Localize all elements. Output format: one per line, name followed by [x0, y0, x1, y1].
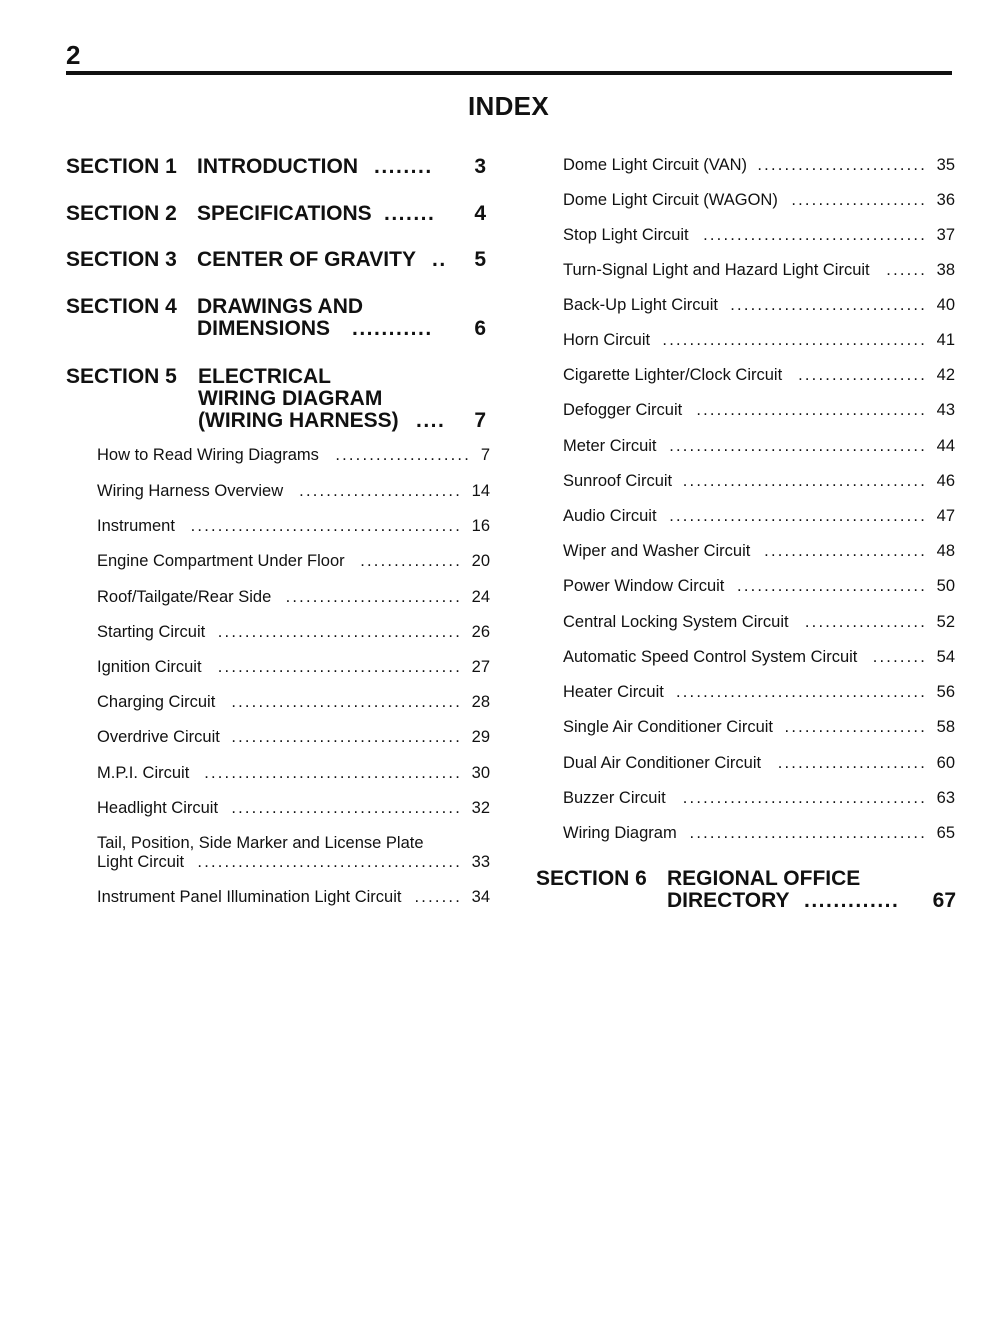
entry-label: Engine Compartment Under Floor	[97, 552, 345, 570]
dot-leader: .............	[804, 889, 900, 912]
section-page-number: 3	[474, 155, 486, 178]
entry-label: Wiper and Washer Circuit	[563, 542, 751, 560]
index-entry[interactable]	[97, 832, 490, 876]
entry-label: Central Locking System Circuit	[563, 613, 789, 631]
entry-label: M.P.I. Circuit	[97, 764, 190, 782]
index-entry[interactable]	[563, 435, 955, 457]
entry-page-number: 24	[471, 588, 490, 606]
section-label: SECTION 5	[66, 365, 177, 388]
index-entry[interactable]	[563, 540, 955, 562]
dot-leader: .................................	[703, 226, 927, 244]
index-entry[interactable]	[97, 444, 490, 466]
dot-leader: ......................................	[204, 764, 462, 782]
entry-page-number: 14	[471, 482, 490, 500]
section-entry[interactable]	[66, 249, 496, 271]
entry-page-number: 46	[936, 472, 955, 490]
entry-label: Tail, Position, Side Marker and License Plate	[97, 834, 424, 852]
dot-leader: ...................................	[689, 824, 927, 842]
dot-leader: ....................................	[682, 789, 927, 807]
dot-leader: ........................	[764, 542, 927, 560]
entry-page-number: 16	[471, 517, 490, 535]
dot-leader: .......................................	[662, 331, 927, 349]
entry-label: Ignition Circuit	[97, 658, 202, 676]
index-entry[interactable]	[97, 586, 490, 608]
entry-label: Back-Up Light Circuit	[563, 296, 718, 314]
dot-leader: .......................................	[197, 853, 462, 871]
entry-page-number: 33	[471, 853, 490, 871]
entry-label: Charging Circuit	[97, 693, 216, 711]
section-title: CENTER OF GRAVITY	[197, 248, 416, 271]
entry-label: Single Air Conditioner Circuit	[563, 718, 774, 736]
entry-page-number: 54	[936, 648, 955, 666]
dot-leader: ....................................	[217, 623, 462, 641]
entry-label: Buzzer Circuit	[563, 789, 666, 807]
index-entry[interactable]	[97, 515, 490, 537]
entry-label: Horn Circuit	[563, 331, 651, 349]
entry-label: Meter Circuit	[563, 437, 657, 455]
index-entry[interactable]	[97, 656, 490, 678]
entry-page-number: 7	[480, 446, 490, 464]
dot-leader: ......................	[777, 754, 927, 772]
entry-page-number: 41	[936, 331, 955, 349]
entry-label: Wiring Harness Overview	[97, 482, 284, 500]
entry-label: Defogger Circuit	[563, 401, 683, 419]
index-entry[interactable]	[563, 329, 955, 351]
entry-label: Heater Circuit	[563, 683, 664, 701]
dot-leader: .........................	[757, 156, 927, 174]
section-title: SPECIFICATIONS	[197, 202, 372, 225]
index-entry[interactable]	[97, 762, 490, 784]
dot-leader: ...............	[360, 552, 462, 570]
index-entry[interactable]	[97, 726, 490, 748]
entry-page-number: 28	[471, 693, 490, 711]
dot-leader: ....................................	[217, 658, 462, 676]
entry-label: Roof/Tailgate/Rear Side	[97, 588, 272, 606]
section-title: DRAWINGS AND	[197, 295, 364, 318]
index-entry[interactable]	[97, 480, 490, 502]
index-entry[interactable]	[97, 797, 490, 819]
index-entry[interactable]	[563, 575, 955, 597]
dot-leader: ............................	[737, 577, 927, 595]
dot-leader: ...........	[352, 317, 433, 340]
entry-page-number: 34	[471, 888, 490, 906]
index-entry[interactable]	[563, 505, 955, 527]
entry-page-number: 50	[936, 577, 955, 595]
section-page-number: 5	[474, 248, 486, 271]
index-entry[interactable]	[97, 550, 490, 572]
entry-page-number: 29	[471, 728, 490, 746]
section-entry[interactable]	[66, 366, 496, 432]
index-entry[interactable]	[563, 224, 955, 246]
entry-label: Dome Light Circuit (VAN)	[563, 156, 747, 174]
entry-label: Dome Light Circuit (WAGON)	[563, 191, 778, 209]
index-entry[interactable]	[563, 294, 955, 316]
section-title: DIRECTORY	[667, 889, 790, 912]
dot-leader: ....	[416, 409, 446, 432]
entry-page-number: 56	[936, 683, 955, 701]
entry-page-number: 27	[471, 658, 490, 676]
section-entry[interactable]	[66, 296, 496, 340]
header-rule	[66, 71, 952, 75]
entry-page-number: 52	[936, 613, 955, 631]
dot-leader: .....................................	[675, 683, 927, 701]
dot-leader: ..................................	[231, 799, 462, 817]
dot-leader: .............................	[730, 296, 927, 314]
entry-label: Power Window Circuit	[563, 577, 725, 595]
index-entry[interactable]	[563, 752, 955, 774]
entry-label: Automatic Speed Control System Circuit	[563, 648, 858, 666]
entry-page-number: 36	[936, 191, 955, 209]
section-page-number: 6	[474, 317, 486, 340]
index-entry[interactable]	[563, 822, 955, 844]
section-label: SECTION 3	[66, 248, 177, 271]
dot-leader: ......................................	[669, 507, 927, 525]
section-title: (WIRING HARNESS)	[198, 409, 399, 432]
dot-leader: ..................................	[231, 693, 462, 711]
index-entry[interactable]	[97, 691, 490, 713]
dot-leader: ..................................	[231, 728, 462, 746]
index-entry[interactable]	[563, 154, 955, 176]
index-entry[interactable]	[563, 364, 955, 386]
entry-label: Headlight Circuit	[97, 799, 219, 817]
entry-label: Stop Light Circuit	[563, 226, 689, 244]
index-title: INDEX	[468, 91, 549, 121]
dot-leader: .......	[384, 202, 436, 225]
section-label: SECTION 6	[536, 867, 647, 890]
entry-label: Starting Circuit	[97, 623, 206, 641]
index-entry[interactable]	[563, 681, 955, 703]
index-entry[interactable]	[563, 646, 955, 668]
section-entry[interactable]	[66, 203, 496, 225]
section-entry[interactable]	[536, 868, 966, 912]
index-entry[interactable]	[97, 886, 490, 908]
entry-page-number: 48	[936, 542, 955, 560]
entry-label: Cigarette Lighter/Clock Circuit	[563, 366, 783, 384]
index-entry[interactable]	[563, 716, 955, 738]
entry-page-number: 58	[936, 718, 955, 736]
section-title: DIMENSIONS	[197, 317, 331, 340]
entry-page-number: 44	[936, 437, 955, 455]
section-entry[interactable]	[66, 156, 496, 178]
dot-leader: ........	[374, 155, 433, 178]
section-label: SECTION 2	[66, 202, 177, 225]
entry-label: Turn-Signal Light and Hazard Light Circuit	[563, 261, 870, 279]
entry-label: Dual Air Conditioner Circuit	[563, 754, 762, 772]
index-entry[interactable]	[563, 470, 955, 492]
section-page-number: 4	[474, 202, 486, 225]
dot-leader: .......	[414, 888, 462, 906]
index-entry[interactable]	[563, 399, 955, 421]
entry-page-number: 32	[471, 799, 490, 817]
section-label: SECTION 4	[66, 295, 177, 318]
entry-label: Overdrive Circuit	[97, 728, 220, 746]
entry-page-number: 35	[936, 156, 955, 174]
dot-leader: ........................	[299, 482, 462, 500]
entry-label: Instrument	[97, 517, 175, 535]
entry-label: Instrument Panel Illumination Light Circuit	[97, 888, 402, 906]
dot-leader: ....................	[791, 191, 927, 209]
dot-leader: .....................	[784, 718, 927, 736]
section-page-number: 67	[932, 889, 956, 912]
dot-leader: ..................................	[696, 401, 927, 419]
dot-leader: ......................................	[669, 437, 927, 455]
entry-page-number: 65	[936, 824, 955, 842]
dot-leader: ....................................	[682, 472, 927, 490]
entry-page-number: 47	[936, 507, 955, 525]
entry-page-number: 63	[936, 789, 955, 807]
section-title: ELECTRICAL	[198, 365, 331, 388]
section-title: WIRING DIAGRAM	[198, 387, 383, 410]
dot-leader: ..	[432, 248, 447, 271]
entry-label: Sunroof Circuit	[563, 472, 673, 490]
index-entry[interactable]	[563, 189, 955, 211]
index-entry[interactable]	[563, 259, 955, 281]
entry-page-number: 20	[471, 552, 490, 570]
dot-leader: ........	[872, 648, 927, 666]
dot-leader: ....................	[335, 446, 471, 464]
dot-leader: ........................................	[190, 517, 462, 535]
page-number: 2	[66, 40, 81, 70]
dot-leader: ...................	[798, 366, 927, 384]
entry-page-number: 37	[936, 226, 955, 244]
section-title: INTRODUCTION	[197, 155, 358, 178]
index-entry[interactable]	[97, 621, 490, 643]
entry-page-number: 60	[936, 754, 955, 772]
dot-leader: ......	[886, 261, 927, 279]
index-entry[interactable]	[563, 611, 955, 633]
entry-label: Wiring Diagram	[563, 824, 677, 842]
entry-page-number: 38	[936, 261, 955, 279]
entry-page-number: 30	[471, 764, 490, 782]
dot-leader: ..................	[804, 613, 927, 631]
entry-page-number: 40	[936, 296, 955, 314]
index-entry[interactable]	[563, 787, 955, 809]
dot-leader: ..........................	[285, 588, 462, 606]
entry-label: Audio Circuit	[563, 507, 657, 525]
section-title: REGIONAL OFFICE	[667, 867, 861, 890]
entry-page-number: 43	[936, 401, 955, 419]
section-page-number: 7	[474, 409, 486, 432]
entry-page-number: 26	[471, 623, 490, 641]
section-label: SECTION 1	[66, 155, 177, 178]
entry-label-continued: Light Circuit	[97, 853, 185, 871]
entry-page-number: 42	[936, 366, 955, 384]
entry-label: How to Read Wiring Diagrams	[97, 446, 319, 464]
